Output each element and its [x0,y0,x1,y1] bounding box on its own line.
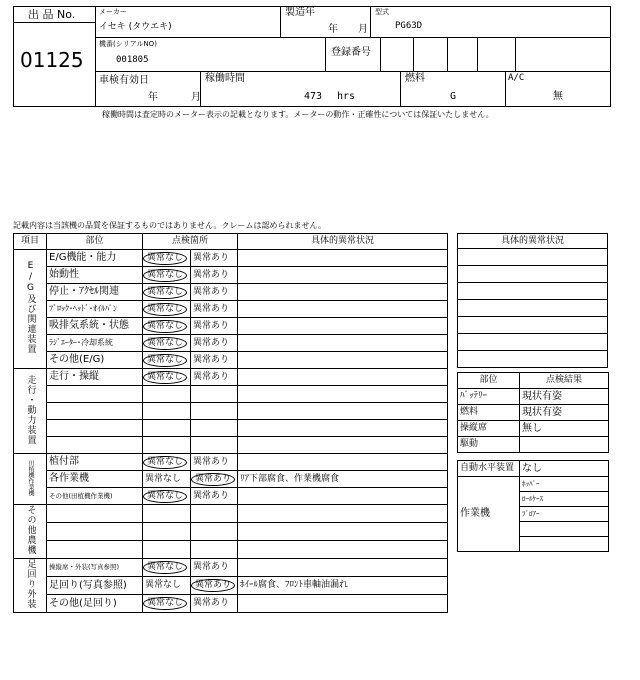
row-ok-cell [143,541,191,559]
lot-number: 01125 [20,48,84,72]
row-ok-cell [143,301,191,318]
row-ng-cell [191,454,238,471]
row-detail [238,505,448,523]
right-detail-cell [458,249,608,266]
row-ok-cell [143,403,191,420]
row-ng: 異常あり [193,562,230,572]
row-ok: 異常なし [143,269,187,282]
table-row [14,335,448,352]
row-part [47,403,143,420]
row-detail [238,335,448,352]
table-row [14,250,448,267]
right-check-part: 操縦席 [458,421,520,437]
right-detail-row [458,249,608,266]
row-part: ﾌﾞﾛｯｸ･ﾍｯﾄﾞ･ｵｲﾙﾊﾟﾝ [47,301,143,318]
row-ng: 異常あり [193,456,230,467]
row-part: 操縦席・外装(写真参照) [47,559,143,577]
row-ok-cell [143,335,191,352]
row-ng: 異常あり [193,371,230,382]
row-ok-cell [143,559,191,577]
row-ng-cell [191,403,238,420]
work-item: ﾎｯﾊﾟｰ [520,477,609,492]
row-ng: 異常あり [193,598,230,608]
row-ok-cell [143,352,191,369]
row-detail [238,284,448,301]
row-ok: 異常なし [143,286,187,299]
group-name: 走行・動力装置 [25,374,36,445]
row-detail [238,437,448,454]
right-detail-cell [458,317,608,334]
group-label [14,369,47,454]
row-detail [238,559,448,577]
group-name: その他農機 [25,505,36,555]
row-ng-cell [191,505,238,523]
table-row [14,369,448,386]
right-detail-title: 具体的異常状況 [458,234,608,249]
group-name: 足回り外装 [25,559,36,609]
row-ng-cell [191,301,238,318]
row-ok-cell [143,250,191,267]
month-unit: 月 [358,24,368,35]
table-header-row [14,234,448,250]
row-ng-cell [191,577,238,595]
table-row [14,267,448,284]
table-row [14,352,448,369]
right-detail-row [458,266,608,283]
row-ok: 異常なし [143,456,187,469]
row-ng-cell [191,559,238,577]
row-ok-cell [143,267,191,284]
row-ng: 異常あり [193,269,230,280]
disclaimer: 記載内容は当該機の品質を保証するものではありません。クレームは認められません。 [13,221,326,230]
group-name: 田植機作業機 [27,459,34,496]
table-row [14,454,448,471]
col-item-header: 項目 [14,234,47,250]
right-detail-table [457,233,608,368]
lot-label: 出 品 No. [28,8,76,21]
col-check-header: 点検箇所 [143,234,238,250]
row-detail [238,250,448,267]
row-part: E/G機能・能力 [47,250,143,267]
row-detail [238,488,448,505]
row-ok-cell [143,488,191,505]
level-value: なし [520,461,609,477]
table-row [14,403,448,420]
right-check-row [458,389,609,405]
group-name: E/G及び関連装置 [25,261,36,354]
right-check-result [520,437,609,453]
inspection-label: 車検有効日 [99,75,149,86]
col-detail-header: 具体的異常状況 [238,234,448,250]
table-row [14,595,448,613]
work-item-row [458,477,609,492]
right-check-row [458,421,609,437]
row-part: その他(田植機作業機) [47,488,143,505]
right-detail-row [458,283,608,300]
row-ng: 異常あり [193,490,230,501]
maker-label: メーカー [99,8,127,16]
inspection-year-unit: 年 [148,92,158,103]
right-check-table [457,372,609,453]
row-ng-cell [191,284,238,301]
maker-value: イセキ (タウエキ) [99,22,172,32]
row-ok-cell [143,284,191,301]
row-ok: 異常なし [143,252,187,265]
row-ng: 異常あり [193,354,230,365]
row-ng-cell [191,250,238,267]
row-part: 走行・操縦 [47,369,143,386]
table-row [14,437,448,454]
row-ok-cell [143,505,191,523]
right-work-table [457,460,609,552]
row-ng: 異常あり [193,337,230,348]
hours-unit: hrs [337,91,356,102]
row-ng-cell [191,595,238,613]
table-row [14,577,448,595]
right-check-result: 無し [520,421,609,437]
table-row [14,301,448,318]
ac-label: A/C [508,73,525,83]
work-item [520,522,609,537]
table-row [14,488,448,505]
row-ng-cell [191,420,238,437]
row-detail [238,318,448,335]
row-detail [238,386,448,403]
row-ok-cell [143,577,191,595]
right-check-result: 現状有姿 [520,405,609,421]
row-ng-cell [191,267,238,284]
year-unit: 年 [328,24,338,35]
row-ok-cell [143,318,191,335]
row-ok: 異常なし [143,337,187,350]
row-ok: 異常なし [143,320,187,333]
hours-note: 稼働時間は査定時のメーター表示の記載となります。メーターの動作・正確性については保証いたしません。 [102,110,494,119]
row-ng: 異常あり [193,252,230,263]
row-part: 始動性 [47,267,143,284]
table-row [14,559,448,577]
row-ng-cell [191,488,238,505]
row-part: 足回り(写真参照) [47,577,143,595]
row-ng: 異常あり [193,286,230,297]
row-part [47,541,143,559]
right-detail-cell [458,300,608,317]
row-detail [238,403,448,420]
row-part: その他(足回り) [47,595,143,613]
row-ng: 異常あり [191,473,235,486]
row-ok: 異常なし [143,597,187,610]
row-ok-cell [143,386,191,403]
right-check-part: ﾊﾞｯﾃﾘｰ [458,389,520,405]
serial-value: 001805 [116,55,149,65]
row-ng: 異常あり [193,303,230,314]
inspection-table [13,233,448,613]
right-detail-cell [458,351,608,368]
row-ok: 異常なし [143,354,187,367]
table-row [14,471,448,488]
row-ng: 異常あり [191,579,235,592]
right-detail-row [458,300,608,317]
ac-value: 無 [553,91,563,102]
row-detail [238,454,448,471]
row-part [47,420,143,437]
row-ng-cell [191,523,238,541]
hours-value: 473 [304,91,323,102]
level-label: 自動水平装置 [458,461,520,477]
row-detail [238,352,448,369]
row-part [47,437,143,454]
row-ng-cell [191,352,238,369]
row-part: 各作業機 [47,471,143,488]
row-part: 植付部 [47,454,143,471]
row-part: その他(E/G) [47,352,143,369]
table-row [14,541,448,559]
right-check-row [458,405,609,421]
row-detail [238,420,448,437]
row-ng-cell [191,437,238,454]
row-detail [238,301,448,318]
reg-label: 登録番号 [331,47,371,58]
row-ok-cell [143,471,191,488]
row-part: ﾗｼﾞｴｰﾀｰ･冷却系統 [47,335,143,352]
model-label: 型式 [375,8,389,16]
row-ok-cell [143,437,191,454]
row-detail [238,267,448,284]
work-item: ﾌﾞﾛｱｰ [520,507,609,522]
right-detail-cell [458,334,608,351]
right-detail-row [458,351,608,368]
row-detail [238,369,448,386]
row-ok: 異常なし [143,561,187,574]
hours-label: 稼働時間 [205,73,245,84]
row-ok: 異常なし [143,371,187,384]
row-ng-cell [191,471,238,488]
row-ok-cell [143,595,191,613]
table-row [14,284,448,301]
row-ok: 異常なし [143,303,187,316]
right-detail-cell [458,266,608,283]
row-ok: 異常なし [145,580,182,590]
row-ng-cell [191,386,238,403]
inspection-month-unit: 月 [191,92,201,103]
work-item [520,537,609,552]
row-part [47,523,143,541]
table-row [14,505,448,523]
row-ok: 異常なし [145,473,182,484]
row-ng-cell [191,369,238,386]
group-label [14,454,47,505]
right-check-part: 燃料 [458,405,520,421]
right-check-result-header: 点検結果 [520,373,609,389]
fuel-value: G [450,91,457,102]
work-item: ﾛｰﾙｹｰｽ [520,492,609,507]
row-detail: ﾎｲｰﾙ腐食、ﾌﾛﾝﾄ車軸油漏れ [238,577,448,595]
row-detail: ﾘｱ下部腐食、作業機腐食 [238,471,448,488]
col-part-header: 部位 [47,234,143,250]
row-detail [238,595,448,613]
right-check-part: 駆動 [458,437,520,453]
row-ng-cell [191,335,238,352]
right-detail-row [458,334,608,351]
row-part: 停止・ｱｸｾﾙ関連 [47,284,143,301]
serial-label: 機番(シリアルNO) [99,40,157,48]
table-row [14,318,448,335]
year-label: 製造年 [285,7,315,18]
group-label [14,505,47,559]
row-ok-cell [143,369,191,386]
row-ok-cell [143,454,191,471]
right-check-part-header: 部位 [458,373,520,389]
model-value: PG63D [395,21,423,31]
right-check-result: 現状有姿 [520,389,609,405]
row-ok: 異常なし [143,490,187,503]
row-part [47,505,143,523]
row-ng-cell [191,318,238,335]
table-row [14,386,448,403]
row-part [47,386,143,403]
row-ng: 異常あり [193,320,230,331]
right-detail-row [458,317,608,334]
group-label [14,559,47,613]
right-check-row [458,437,609,453]
table-row [14,420,448,437]
row-part: 吸排気系統・状態 [47,318,143,335]
row-ok-cell [143,523,191,541]
row-detail [238,541,448,559]
right-detail-cell [458,283,608,300]
row-ok-cell [143,420,191,437]
group-label [14,250,47,369]
work-label: 作業機 [458,477,520,552]
row-ng-cell [191,541,238,559]
table-row [14,523,448,541]
row-detail [238,523,448,541]
fuel-label: 燃料 [405,73,425,84]
